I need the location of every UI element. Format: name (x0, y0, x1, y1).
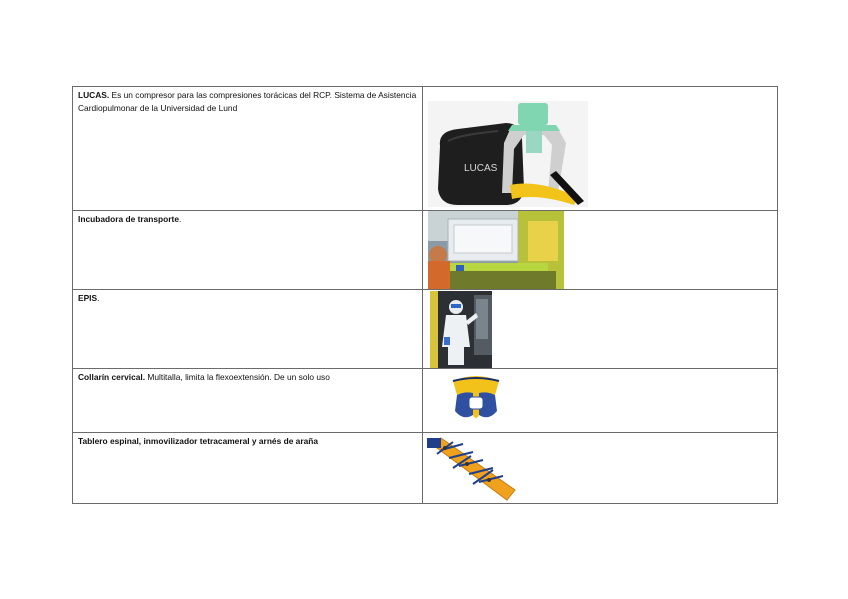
description-cell (73, 290, 423, 369)
image-cell (423, 211, 778, 290)
row-description (73, 369, 422, 384)
row-description (73, 290, 422, 305)
row-body: . (178, 214, 182, 224)
row-title: LUCAS. (78, 90, 110, 100)
ppe-worker-icon (430, 291, 492, 368)
table-row (73, 433, 778, 504)
description-cell (73, 211, 423, 290)
spine-board-icon (423, 434, 519, 502)
table-row (73, 211, 778, 290)
row-title: Incubadora de transporte (78, 214, 179, 224)
description-cell (73, 87, 423, 211)
lucas-bag-label: LUCAS (464, 163, 498, 174)
cervical-collar-icon (449, 371, 503, 429)
description-cell (73, 369, 423, 433)
row-description (73, 87, 422, 115)
image-cell (423, 87, 778, 211)
row-title: EPIS (78, 293, 98, 303)
lucas-device-icon (428, 101, 588, 207)
incubator-icon (428, 211, 564, 289)
row-body: Es un compresor para las compresiones torácicas del RCP. Sistema de Asistencia Cardiopulmonar de la Universidad de Lund (78, 90, 417, 113)
equipment-table (72, 86, 778, 504)
row-description (73, 433, 422, 448)
row-title: Collarín cervical. (78, 372, 146, 382)
table-row (73, 290, 778, 369)
description-cell (73, 433, 423, 504)
row-body: . (97, 293, 100, 303)
table-row (73, 87, 778, 211)
row-body: Multitalla, limita la flexoextensión. De un solo uso (145, 372, 330, 382)
image-cell (423, 369, 778, 433)
table-row (73, 369, 778, 433)
row-title: Tablero espinal, inmovilizador tetracameral y arnés de araña (78, 436, 319, 446)
row-description (73, 211, 422, 226)
image-cell (423, 433, 778, 504)
image-cell (423, 290, 778, 369)
